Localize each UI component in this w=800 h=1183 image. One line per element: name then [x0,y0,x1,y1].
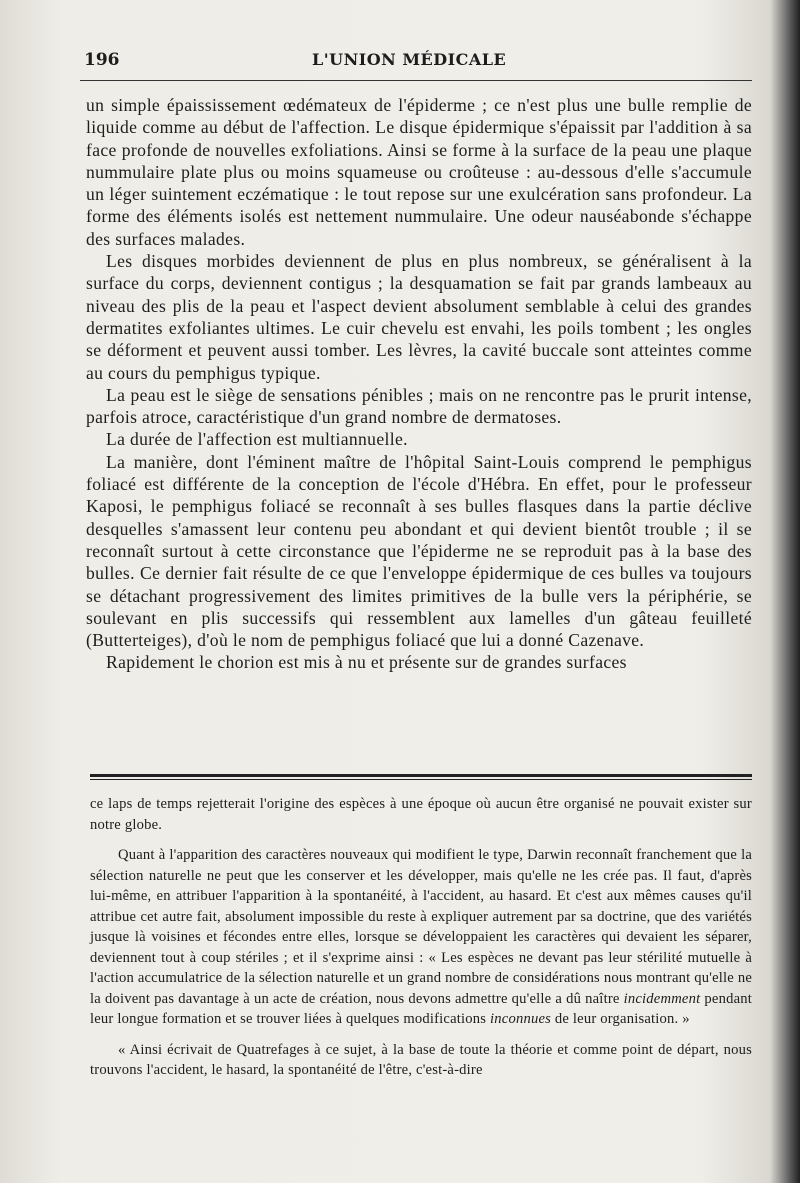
footnote-paragraph [90,845,752,1030]
paragraph: Les disques morbides deviennent de plus en plus nombreux, se généralisent à la surface du corps, deviennent contigus ; la desquamation se fait par grands lambeaux au niveau des plis de la peau et l'aspect devient absolument semblable à celui des grandes dermatites exfoliantes ultimes. Le cuir chevelu est envahi, les poils tombent ; les ongles se déforment et peuvent aussi tomber. Les lèvres, la cavité buccale sont atteintes comme au cours du pemphigus typique. [86,251,752,383]
footnote-paragraph: « Ainsi écrivait de Quatrefages à ce sujet, à la base de toute la théorie et comme point de départ, nous trouvons l'accident, le hasard, la spontanéité de l'être, c'est-à-dire [90,1041,752,1078]
footnote-text: pendant leur longue formation et se trouver liées à quelques modifications [90,990,752,1027]
page-number: 196 [84,50,120,70]
main-text [86,94,752,674]
paragraph: La peau est le siège de sensations pénibles ; mais on ne rencontre pas le prurit intense, parfois atroce, caractéristique d'un grand nombre de dermatoses. [86,384,752,428]
header-rule [80,80,752,81]
footnote-italic: incidemment [623,990,701,1007]
running-title: L'UNION MÉDICALE [312,50,507,69]
paragraph: La durée de l'affection est multiannuelle. [106,429,408,450]
page-header [84,48,754,74]
footnote-text: Quant à l'apparition des caractères nouveaux qui modifient le type, Darwin reconnaît franchement que la sélection naturelle ne peut que les conserver et les développer, mais qu'elle ne les crée pas. Il faut, d'après lui-même, en attribuer l'apparition à la spontanéité, à l'accident, au hasard. Et c'est aux mêmes causes qu'il attribue cet autre fait, absolument impossible du reste à expliquer autrement par sa doctrine, que des variétés jusque là voisines et fécondes entre elles, lorsque se développaient les caractères qui devaient les séparer, deviennent tout à coup stériles ; et il s'exprime ainsi : « Les espèces ne devant pas leur stérilité mutuelle à l'action accumulatrice de la sélection naturelle et un grand nombre de considérations nous montrant qu'elle ne la doivent pas davantage à un acte de création, nous devons admettre qu'elle a dû naître [90,847,752,1007]
footnotes [90,794,752,1081]
footnote-italic: inconnues [490,1011,552,1027]
paragraph: La manière, dont l'éminent maître de l'hôpital Saint-Louis comprend le pemphigus foliacé est différente de la conception de l'école d'Hébra. En effet, pour le professeur Kaposi, le pemphigus foliacé se reconnaît à ses bulles flasques dans la partie déclive desquelles s'amassent leur contenu peu abondant et qui devient bientôt trouble ; il se reconnaît surtout à cette circonstance que l'épiderme ne se reproduit pas à la base des bulles. Ce dernier fait résulte de ce que l'enveloppe épidermique de ces bulles va toujours se détachant progressivement des limites primitives de la bulle vers la périphérie, se soulevant en plis successifs qui ressemblent aux lamelles d'un gâteau feuilleté (Butterteiges), d'où le nom de pemphigus foliacé que lui a donné Cazenave. [86,451,752,651]
paragraph: un simple épaississement œdémateux de l'épiderme ; ce n'est plus une bulle remplie de liquide comme au début de l'affection. Le disque épidermique s'épaissit par l'addition à sa face profonde de nouvelles exfoliations. Ainsi se forme à la surface de la peau une plaque nummulaire plate plus ou moins squameuse ou croûteuse : au-dessous d'elle s'accumule un léger suintement eczématique : le tout repose sur une exulcération sans profondeur. La forme des éléments isolés est nettement nummulaire. Une odeur nauséabonde s'échappe des surfaces malades. [86,95,752,249]
footnote-separator [90,774,752,780]
paragraph: Rapidement le chorion est mis à nu et présente sur de grandes surfaces [106,652,627,673]
footnote-continuation: ce laps de temps rejetterait l'origine des espèces à une époque où aucun être organisé ne pouvait exister sur notre globe. [90,796,752,833]
footnote-text: de leur organisation. » [551,1011,690,1027]
